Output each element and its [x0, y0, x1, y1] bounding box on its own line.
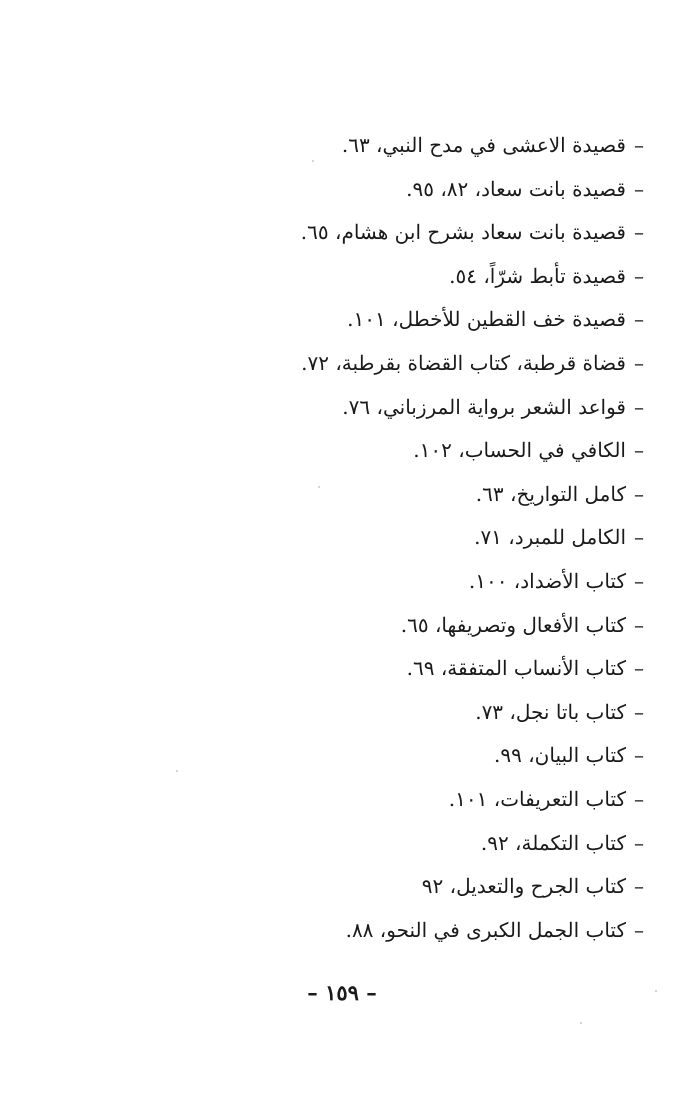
index-entry: [84, 298, 644, 342]
scan-speck: [176, 770, 178, 772]
index-entry: [84, 734, 644, 778]
index-entry: [84, 211, 644, 255]
index-entry: [84, 865, 644, 909]
entry-text: كتاب الجمل الكبرى في النحو، ٨٨.: [345, 917, 626, 942]
index-entry: [84, 255, 644, 299]
entry-dash: –: [634, 568, 644, 593]
entry-text: الكافي في الحساب، ١٠٢.: [413, 438, 626, 463]
entry-dash: –: [634, 438, 644, 463]
index-entry: [84, 647, 644, 691]
index-entry: [84, 473, 644, 517]
entry-dash: –: [634, 263, 644, 288]
entry-text: كتاب الأضداد، ١٠٠.: [468, 568, 626, 593]
scan-speck: [312, 160, 314, 162]
page-number: – ١٥٩ –: [307, 980, 377, 1005]
entry-dash: –: [634, 481, 644, 506]
entry-dash: –: [634, 874, 644, 899]
entry-text: الكامل للمبرد، ٧١.: [474, 525, 626, 550]
entry-dash: –: [634, 917, 644, 942]
entry-text: قصيدة بانت سعاد بشرح ابن هشام، ٦٥.: [300, 220, 626, 245]
entry-dash: –: [634, 220, 644, 245]
entry-text: كتاب التكملة، ٩٢.: [480, 830, 626, 855]
index-entry: [84, 342, 644, 386]
entry-dash: –: [634, 394, 644, 419]
entry-text: كامل التواريخ، ٦٣.: [475, 481, 626, 506]
entry-dash: –: [634, 525, 644, 550]
index-list: [84, 124, 644, 952]
index-entry: [84, 168, 644, 212]
entry-dash: –: [634, 656, 644, 681]
entry-dash: –: [634, 786, 644, 811]
index-entry: [84, 386, 644, 430]
index-entry: [84, 691, 644, 735]
index-entry: [84, 516, 644, 560]
entry-text: كتاب الجرح والتعديل، ٩٢: [421, 874, 626, 899]
scan-speck: [580, 1022, 582, 1024]
entry-text: كتاب باتا نجل، ٧٣.: [475, 699, 626, 724]
entry-dash: –: [634, 830, 644, 855]
index-entry: [84, 560, 644, 604]
entry-text: قصيدة تأبط شرّاً، ٥٤.: [449, 263, 626, 288]
index-entry: [84, 778, 644, 822]
index-entry: [84, 909, 644, 953]
entry-dash: –: [634, 133, 644, 157]
entry-text: قواعد الشعر برواية المرزباني، ٧٦.: [342, 394, 626, 419]
entry-dash: –: [634, 743, 644, 768]
scan-speck: [655, 990, 657, 992]
index-entry: [84, 822, 644, 866]
entry-text: قصيدة خف القطين للأخطل، ١٠١.: [347, 307, 626, 332]
index-entry: [84, 604, 644, 648]
scan-speck: [318, 486, 320, 488]
index-entry: [84, 124, 644, 168]
entry-text: قصيدة الاعشى في مدح النبي، ٦٣.: [341, 133, 626, 157]
entry-text: كتاب البيان، ٩٩.: [494, 743, 626, 768]
entry-text: كتاب التعريفات، ١٠١.: [448, 786, 626, 811]
entry-text: قضاة قرطبة، كتاب القضاة بقرطبة، ٧٢.: [301, 350, 626, 375]
entry-text: كتاب الأنساب المتفقة، ٦٩.: [406, 656, 626, 681]
entry-dash: –: [634, 307, 644, 332]
entry-dash: –: [634, 699, 644, 724]
entry-text: قصيدة بانت سعاد، ٨٢، ٩٥.: [406, 176, 626, 201]
entry-dash: –: [634, 612, 644, 637]
entry-dash: –: [634, 350, 644, 375]
entry-text: كتاب الأفعال وتصريفها، ٦٥.: [400, 612, 626, 637]
entry-dash: –: [634, 176, 644, 201]
index-entry: [84, 429, 644, 473]
